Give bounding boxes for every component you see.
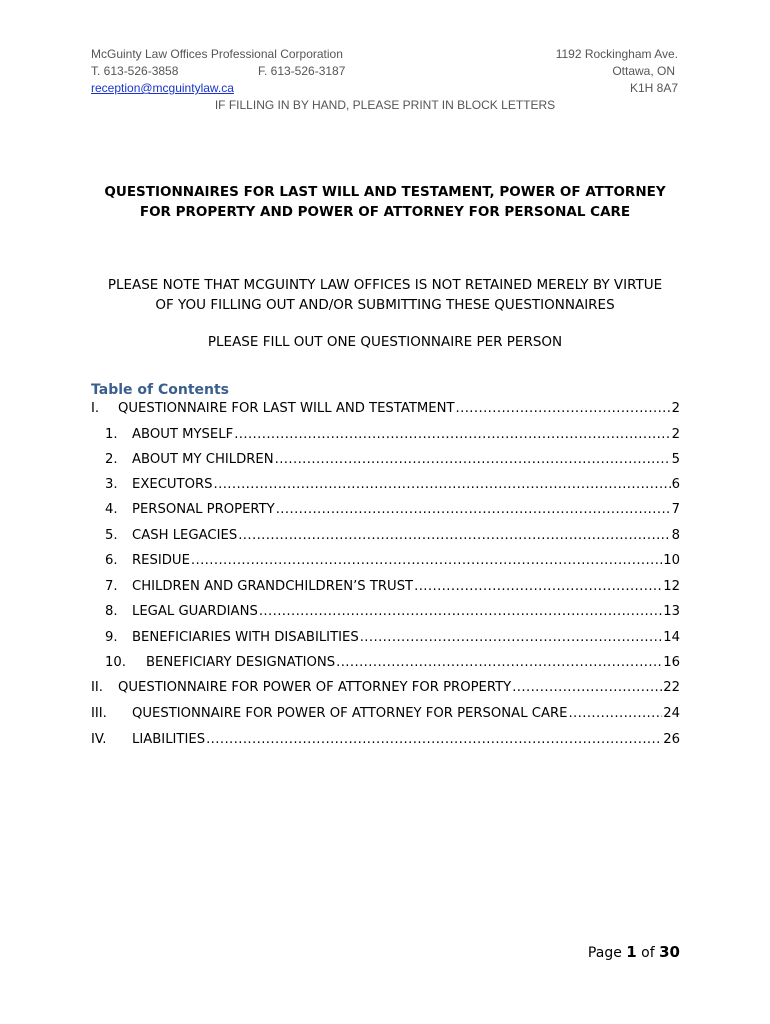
toc-leader-dots [414,579,662,594]
toc-item-label: LEGAL GUARDIANS [132,604,258,619]
toc-leader-dots [234,427,670,442]
page-word: Page [587,945,622,961]
title-line-1: QUESTIONNAIRES FOR LAST WILL AND TESTAMENT, POWER OF ATTORNEY [104,184,666,200]
toc-item-beneficiary-designations[interactable] [91,655,680,675]
toc-item-page: 12 [663,579,680,594]
toc-leader-dots [206,732,662,747]
title-line-2: FOR PROPERTY AND POWER OF ATTORNEY FOR PERSONAL CARE [139,204,631,220]
toc-item-about-myself[interactable] [91,427,680,447]
address-street: 1192 Rockingham Ave. [555,47,678,61]
retainer-notice-line-2: OF YOU FILLING OUT AND/OR SUBMITTING THESE QUESTIONNAIRES [155,297,615,313]
toc-item-label: ABOUT MY CHILDREN [132,452,274,467]
toc-item-number: 2. [105,452,118,467]
toc-item-label: EXECUTORS [132,477,213,492]
toc-item-number: 9. [105,630,118,645]
toc-leader-dots [568,706,662,721]
toc-item-number: 1. [105,427,118,442]
toc-item-page: 14 [663,630,680,645]
toc-item-number: 6. [105,553,118,568]
address-city: Ottawa, ON [612,64,675,78]
toc-item-executors[interactable] [91,477,680,497]
toc-item-number: IV. [91,732,107,747]
toc-item-number: 5. [105,528,118,543]
toc-item-poa-property[interactable] [91,680,680,700]
toc-item-label: PERSONAL PROPERTY [132,502,275,517]
document-title [60,182,710,222]
toc-item-number: 7. [105,579,118,594]
toc-item-label: BENEFICIARY DESIGNATIONS [146,655,336,670]
toc-item-number: 3. [105,477,118,492]
toc-item-page: 7 [671,502,680,517]
toc-item-about-my-children[interactable] [91,452,680,472]
toc-item-label: QUESTIONNAIRE FOR POWER OF ATTORNEY FOR PROPERTY [118,680,512,695]
toc-item-label: QUESTIONNAIRE FOR LAST WILL AND TESTATMENT [118,401,455,416]
toc-item-childrens-trust[interactable] [91,579,680,599]
email-link[interactable]: reception@mcguintylaw.ca [91,81,234,95]
toc-item-liabilities[interactable] [91,732,680,752]
toc-item-page: 16 [663,655,680,670]
toc-leader-dots [191,553,662,568]
toc-item-label: RESIDUE [132,553,190,568]
toc-item-page: 10 [663,553,680,568]
toc-leader-dots [214,477,671,492]
toc-item-legal-guardians[interactable] [91,604,680,624]
toc-item-number: II. [91,680,103,695]
toc-item-label: CHILDREN AND GRANDCHILDREN’S TRUST [132,579,414,594]
toc-item-number: I. [91,401,100,416]
fax-number: F. 613-526-3187 [258,64,346,78]
toc-heading: Table of Contents [91,382,230,398]
toc-item-beneficiaries-disabilities[interactable] [91,630,680,650]
toc-item-number: 8. [105,604,118,619]
of-word: of [641,945,655,961]
retainer-notice [60,275,710,315]
toc-leader-dots [276,502,671,517]
toc-item-cash-legacies[interactable] [91,528,680,548]
toc-leader-dots [360,630,663,645]
toc-item-page: 2 [671,401,680,416]
toc-item-page: 13 [663,604,680,619]
toc-leader-dots [238,528,670,543]
toc-leader-dots [456,401,671,416]
one-per-person-notice: PLEASE FILL OUT ONE QUESTIONNAIRE PER PERSON [207,334,563,350]
toc-item-label: BENEFICIARIES WITH DISABILITIES [132,630,359,645]
toc-item-label: ABOUT MYSELF [132,427,234,442]
toc-item-personal-property[interactable] [91,502,680,522]
total-pages: 30 [659,943,680,961]
toc-item-number: 10. [105,655,126,670]
firm-name: McGuinty Law Offices Professional Corporation [91,47,343,61]
toc-item-page: 24 [663,706,680,721]
toc-leader-dots [512,680,662,695]
address-postal-code: K1H 8A7 [629,81,678,95]
retainer-notice-line-1: PLEASE NOTE THAT MCGUINTY LAW OFFICES IS NOT RETAINED MERELY BY VIRTUE [107,277,663,293]
block-letters-instruction: IF FILLING IN BY HAND, PLEASE PRINT IN BLOCK LETTERS [214,98,556,112]
toc-item-page: 5 [671,452,680,467]
toc-item-page: 26 [663,732,680,747]
current-page: 1 [626,943,637,961]
toc-item-label: LIABILITIES [132,732,206,747]
toc-leader-dots [259,604,662,619]
toc-item-will-questionnaire[interactable] [91,401,680,421]
toc-leader-dots [275,452,671,467]
toc-item-page: 6 [671,477,680,492]
toc-item-page: 2 [671,427,680,442]
toc-item-label: CASH LEGACIES [132,528,238,543]
toc-item-label: QUESTIONNAIRE FOR POWER OF ATTORNEY FOR PERSONAL CARE [132,706,568,721]
toc-item-page: 22 [663,680,680,695]
toc-item-number: 4. [105,502,118,517]
toc-item-residue[interactable] [91,553,680,573]
toc-leader-dots [336,655,662,670]
page-number [588,943,680,961]
toc-item-page: 8 [671,528,680,543]
phone-number: T. 613-526-3858 [91,64,179,78]
toc-item-poa-personal-care[interactable] [91,706,680,726]
toc-item-number: III. [91,706,107,721]
